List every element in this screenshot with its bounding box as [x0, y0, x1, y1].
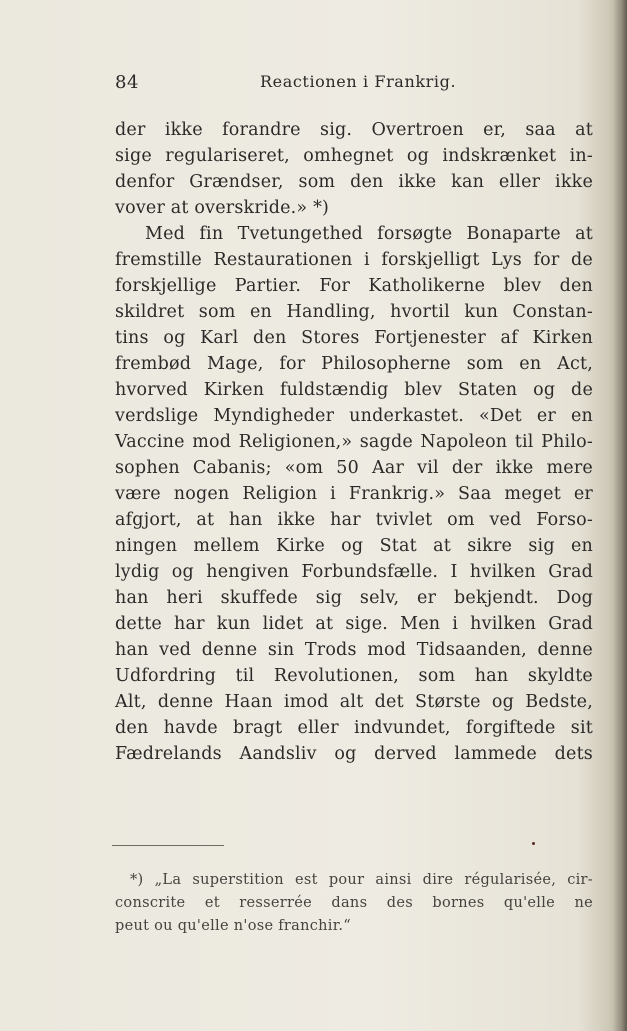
page-edge-shadow — [613, 0, 627, 1031]
text-line: Alt, denne Haan imod alt det Største og Bedste, — [115, 692, 593, 712]
text-line: forskjellige Partier. For Katholikerne blev den — [115, 276, 593, 296]
text-line: fremstille Restaurationen i forskjelligt Lys for de — [115, 250, 593, 270]
text-line: hvorved Kirken fuldstændig blev Staten og de — [115, 380, 593, 400]
page-number: 84 — [115, 72, 139, 93]
footnote-separator — [112, 845, 224, 846]
footnote-line: peut ou qu'elle n'ose franchir.“ — [115, 918, 351, 934]
text-line: han heri skuffede sig selv, er bekjendt. Dog — [115, 588, 593, 608]
text-line: afgjort, at han ikke har tvivlet om ved Forso- — [115, 510, 593, 530]
text-line: være nogen Religion i Frankrig.» Saa meget er — [115, 484, 593, 504]
text-line: Fædrelands Aandsliv og derved lammede dets — [115, 744, 593, 764]
body-text — [115, 117, 593, 767]
footnote — [115, 869, 593, 938]
text-line: den havde bragt eller indvundet, forgiftede sit — [115, 718, 593, 738]
text-line: sophen Cabanis; «om 50 Aar vil der ikke mere — [115, 458, 593, 478]
text-line: frembød Mage, for Philosopherne som en Act, — [115, 354, 593, 374]
text-line: skildret som en Handling, hvortil kun Constan- — [115, 302, 593, 322]
text-line: tins og Karl den Stores Fortjenester af Kirken — [115, 328, 593, 348]
text-line: denfor Grændser, som den ikke kan eller ikke — [115, 172, 593, 192]
text-line: verdslige Myndigheder underkastet. «Det er en — [115, 406, 593, 426]
ink-speck — [532, 842, 535, 845]
text-line: sige regulariseret, omhegnet og indskrænket in- — [115, 146, 593, 166]
text-line: han ved denne sin Trods mod Tidsaanden, denne — [115, 640, 593, 660]
text-line: der ikke forandre sig. Overtroen er, saa at — [115, 120, 593, 140]
footnote-line: *) „La superstition est pour ainsi dire régularisée, cir- — [130, 872, 593, 888]
text-line: ningen mellem Kirke og Stat at sikre sig en — [115, 536, 593, 556]
text-line: Vaccine mod Religionen,» sagde Napoleon til Philo- — [115, 432, 593, 452]
footnote-line: conscrite et resserrée dans des bornes qu'elle ne — [115, 895, 593, 911]
running-title: Reactionen i Frankrig. — [260, 72, 457, 91]
paragraph-start-line: Med fin Tvetungethed forsøgte Bonaparte at — [145, 224, 593, 244]
text-line: vover at overskride.» *) — [115, 198, 330, 218]
text-line: dette har kun lidet at sige. Men i hvilken Grad — [115, 614, 593, 634]
text-line: Udfordring til Revolutionen, som han skyldte — [115, 666, 593, 686]
text-line: lydig og hengiven Forbundsfælle. I hvilken Grad — [115, 562, 593, 582]
page-header — [115, 72, 595, 98]
